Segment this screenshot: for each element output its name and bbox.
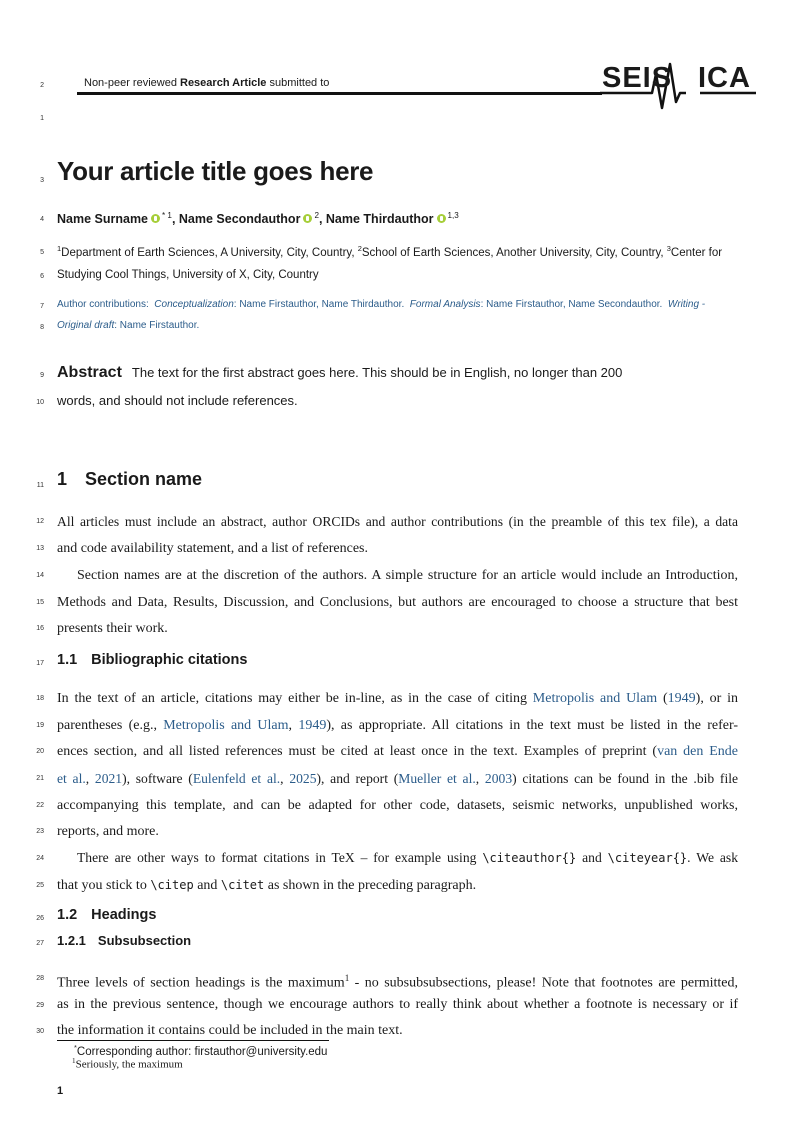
code-snippet: \citep <box>150 878 194 892</box>
orcid-icon[interactable] <box>151 214 160 223</box>
line-number: 19 <box>36 722 44 729</box>
paragraph-line: the information it contains could be included in the main text. <box>57 1023 403 1038</box>
paragraph-line: Section names are at the discretion of the authors. A simple structure for an article would include an Introduction, <box>77 568 738 583</box>
line-number: 25 <box>36 882 44 889</box>
article-title: Your article title goes here <box>57 156 374 186</box>
paragraph-line: accompanying this template, and can be adapted for other code, datasets, seismic networks, unpublished works, <box>57 798 738 813</box>
author-contributions-line2: Original draft: Name Firstauthor. <box>57 320 200 331</box>
orcid-icon[interactable] <box>303 214 312 223</box>
citation-link[interactable]: 1949 <box>667 691 696 706</box>
line-number: 1 <box>40 115 44 122</box>
line-number: 17 <box>36 660 44 667</box>
header-rule <box>77 92 602 95</box>
line-number: 6 <box>40 273 44 280</box>
citation-link[interactable]: et al. <box>57 771 86 786</box>
line-number: 3 <box>40 177 44 184</box>
paragraph-line: All articles must include an abstract, author ORCIDs and author contributions (in the preamble of this tex file), a data <box>57 514 738 529</box>
footnote: $^1$Seriously, the maximum <box>72 1057 183 1071</box>
line-number: 4 <box>40 216 44 223</box>
paragraph-line: reports, and more. <box>57 824 159 839</box>
paragraph-line: as in the previous sentence, though we encourage authors to really think about whether a footnote is necessary or if <box>57 997 738 1012</box>
line-number: 30 <box>36 1028 44 1035</box>
paragraph-line: et al., 2021), software (Eulenfeld et al., 2025), and report (Mueller et al., 2003) citations can be found in the .bib file <box>57 771 739 786</box>
orcid-icon[interactable] <box>437 214 446 223</box>
paragraph-line: presents their work. <box>57 621 168 636</box>
paragraph-line: Three levels of section headings is the maximum$^1$ - no subsubsubsections, please! Note that footnotes are permitted, <box>57 973 738 991</box>
author-contributions: Author contributions: Conceptualization: Name Firstauthor, Name Thirdauthor. Formal Analysis: Name Firstauthor, Name Secondauthor. Writing - <box>57 299 706 310</box>
affiliations-line2: Studying Cool Things, University of X, City, Country <box>57 269 319 281</box>
citation-link[interactable]: 2025 <box>289 771 317 786</box>
line-number: 23 <box>36 828 44 835</box>
paragraph-line: There are other ways to format citations in TeX – for example using \citeauthor{} and \citeyear{}. We ask <box>77 850 738 865</box>
line-number: 18 <box>36 695 44 702</box>
citation-link[interactable]: Eulenfeld et al. <box>192 771 281 786</box>
citation-link[interactable]: Metropolis and Ulam <box>532 691 658 706</box>
author-name: , Name Thirdauthor <box>318 212 434 227</box>
paragraph-line: In the text of an article, citations may either be in-line, as in the case of citing Metropolis and Ulam (1949), or in <box>57 691 738 706</box>
line-number: 2 <box>40 82 44 89</box>
line-number: 8 <box>40 324 44 331</box>
line-number: 20 <box>36 748 44 755</box>
line-number: 13 <box>36 545 44 552</box>
subsection-heading: 1.2 Headings <box>57 907 157 923</box>
line-number: 12 <box>36 518 44 525</box>
author-name: , Name Secondauthor <box>171 212 301 227</box>
abstract: Abstract The text for the first abstract goes here. This should be in English, no longer than 200 <box>57 364 623 381</box>
line-number: 16 <box>36 625 44 632</box>
citation-link[interactable]: van den Ende <box>657 744 738 759</box>
journal-logo: SEIS ICA <box>600 56 760 126</box>
section-heading: 1 Section name <box>57 469 203 489</box>
paragraph-line: and code availability statement, and a list of references. <box>57 541 368 556</box>
abstract-line2: words, and should not include references. <box>57 393 298 408</box>
affiliations: $^1$Department of Earth Sciences, A University, City, Country, $^2$School of Earth Sciences, Another University, City, Country, $^3$Center for <box>57 244 723 259</box>
subsection-heading: 1.1 Bibliographic citations <box>57 652 248 668</box>
code-snippet: \citeauthor{} <box>482 851 577 865</box>
line-number: 27 <box>36 940 44 947</box>
abstract-heading: Abstract <box>57 364 122 381</box>
paragraph-line: that you stick to \citep and \citet as shown in the preceding paragraph. <box>57 878 477 893</box>
footnote-rule <box>57 1040 329 1041</box>
footnote: *Corresponding author: firstauthor@university.edu <box>74 1043 328 1058</box>
citation-link[interactable]: 2003 <box>484 771 513 786</box>
paragraph-line: Methods and Data, Results, Discussion, and Conclusions, but authors are encouraged to choose a structure that best <box>57 595 738 610</box>
paragraph-line: ences section, and all listed references must be cited at least once in the text. Examples of preprint (van den Ende <box>57 744 738 759</box>
line-number: 26 <box>36 915 44 922</box>
code-snippet: \citeyear{} <box>607 851 688 865</box>
line-number: 7 <box>40 303 44 310</box>
line-number: 10 <box>36 399 44 406</box>
line-number: 28 <box>36 975 44 982</box>
citation-link[interactable]: 2021 <box>94 771 123 786</box>
running-header: Non-peer reviewed Research Article submitted to <box>84 77 330 89</box>
line-number: 11 <box>36 482 44 489</box>
paragraph-line: parentheses (e.g., Metropolis and Ulam, 1949), as appropriate. All citations in the text must be listed in the refer- <box>57 718 739 733</box>
line-number: 29 <box>36 1002 44 1009</box>
author-name: Name Surname <box>57 212 149 227</box>
subsubsection-heading: 1.2.1 Subsubsection <box>57 933 192 948</box>
line-number: 9 <box>40 372 44 379</box>
line-number: 22 <box>36 802 44 809</box>
page-number: 1 <box>57 1085 64 1097</box>
line-number: 5 <box>40 249 44 256</box>
line-number: 24 <box>36 855 44 862</box>
code-snippet: \citet <box>220 878 265 892</box>
footnote-marker[interactable]: 1 <box>344 973 350 983</box>
citation-link[interactable]: 1949 <box>298 718 327 733</box>
line-number: 21 <box>36 775 44 782</box>
line-number: 15 <box>36 599 44 606</box>
line-number: 14 <box>36 572 44 579</box>
citation-link[interactable]: Mueller et al. <box>398 771 476 786</box>
citation-link[interactable]: Metropolis and Ulam <box>163 718 289 733</box>
author-list: Name Surname $^{* 1}$, Name Secondauthor $^2$, Name Thirdauthor $^{1,3}$ <box>57 211 459 227</box>
